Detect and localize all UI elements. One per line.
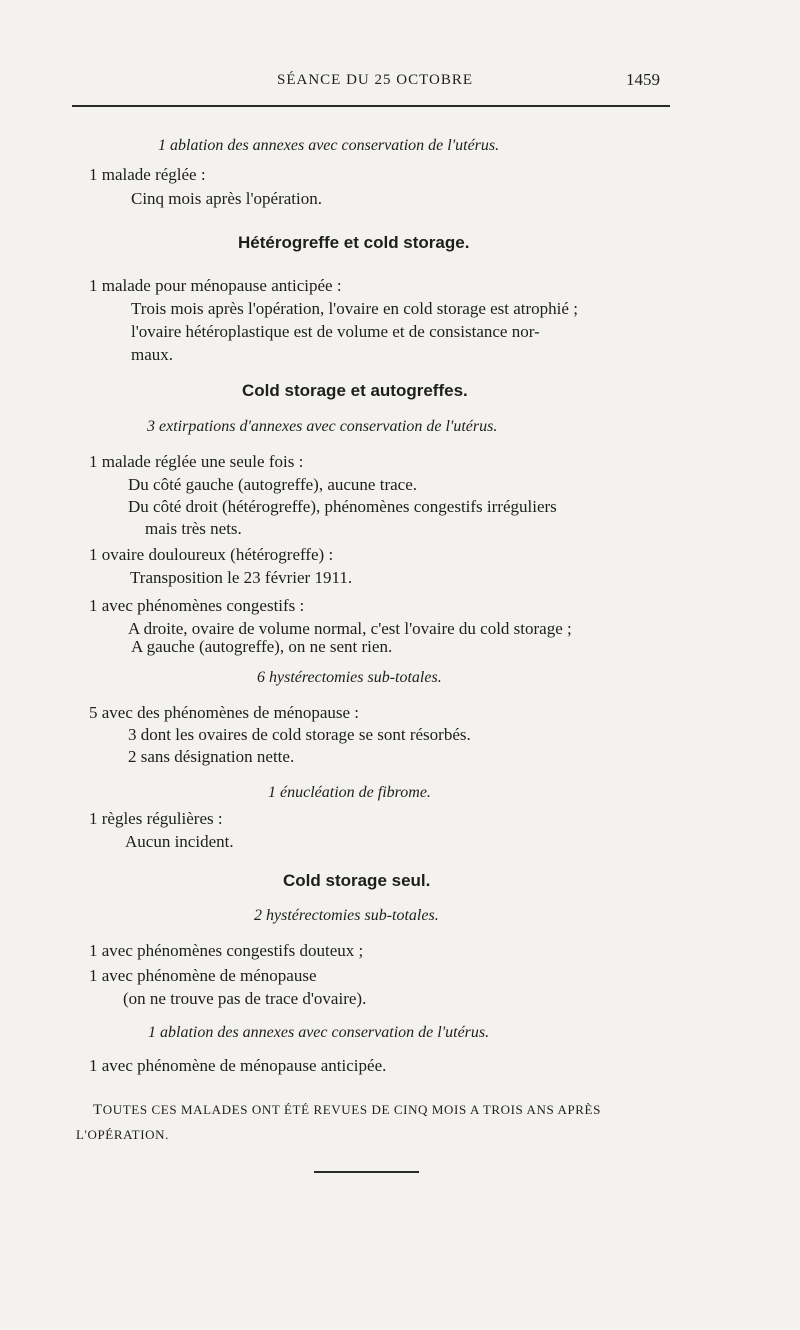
line-ovaires-resorbes: 3 dont les ovaires de cold storage se sont résorbés.: [128, 725, 471, 744]
line-sans-designation: 2 sans désignation nette.: [128, 747, 295, 766]
closing-statement-line2: L'OPÉRATION.: [76, 1127, 169, 1142]
closing-line1-text: OUTES CES MALADES ONT ÉTÉ REVUES DE CINQ MOIS A TROIS ANS APRÈS: [102, 1102, 601, 1117]
line-trace-ovaire: (on ne trouve pas de trace d'ovaire).: [123, 989, 367, 1008]
closing-initial: T: [93, 1102, 103, 1118]
section-heading-cold-storage-autogreffes: Cold storage et autogreffes.: [242, 381, 468, 400]
line-malade-reglee: 1 malade réglée :: [89, 165, 206, 184]
line-hysterectomies-6: 6 hystérectomies sub-totales.: [257, 669, 442, 686]
section-heading-heterogreffe: Hétérogreffe et cold storage.: [238, 233, 470, 252]
line-cote-gauche: Du côté gauche (autogreffe), aucune trace.: [128, 475, 417, 494]
line-tres-nets: mais très nets.: [145, 519, 242, 538]
line-phenomene-menopause: 1 avec phénomène de ménopause: [89, 966, 317, 985]
line-ablation-annexes-2: 1 ablation des annexes avec conservation de l'utérus.: [148, 1024, 490, 1041]
line-ovaire-heteroplastique: l'ovaire hétéroplastique est de volume et de consistance nor-: [131, 322, 540, 341]
line-congestifs-douteux: 1 avec phénomènes congestifs douteux ;: [89, 941, 364, 960]
line-regles-regulieres: 1 règles régulières :: [89, 809, 223, 828]
page-number: 1459: [626, 70, 660, 89]
line-a-gauche: A gauche (autogreffe), on ne sent rien.: [131, 637, 393, 656]
line-aucun-incident: Aucun incident.: [125, 832, 234, 851]
line-reglee-une-seule-fois: 1 malade réglée une seule fois :: [89, 452, 304, 471]
line-phenomenes-congestifs: 1 avec phénomènes congestifs :: [89, 596, 305, 615]
line-a-droite: A droite, ovaire de volume normal, c'est l'ovaire du cold storage ;: [128, 619, 572, 638]
line-hysterectomies-2: 2 hystérectomies sub-totales.: [254, 907, 439, 924]
section-heading-cold-storage-seul: Cold storage seul.: [283, 871, 431, 890]
line-phenomenes-menopause: 5 avec des phénomènes de ménopause :: [89, 703, 360, 722]
end-rule: [314, 1171, 419, 1173]
line-cinq-mois: Cinq mois après l'opération.: [131, 189, 322, 208]
line-ablation-annexes: 1 ablation des annexes avec conservation de l'utérus.: [158, 137, 500, 154]
line-cote-droit: Du côté droit (hétérogreffe), phénomènes congestifs irréguliers: [128, 497, 557, 516]
line-maux: maux.: [131, 345, 174, 364]
line-ovaire-douloureux: 1 ovaire douloureux (hétérogreffe) :: [89, 545, 334, 564]
line-extirpations: 3 extirpations d'annexes avec conservation de l'utérus.: [147, 418, 498, 435]
line-menopause-anticipee: 1 malade pour ménopause anticipée :: [89, 276, 342, 295]
line-menopause-anticipee-2: 1 avec phénomène de ménopause anticipée.: [89, 1056, 387, 1075]
line-transposition: Transposition le 23 février 1911.: [130, 568, 353, 587]
running-header: SÉANCE DU 25 OCTOBRE: [277, 72, 473, 88]
header-rule: [72, 105, 670, 107]
closing-statement-line1: [93, 1102, 601, 1119]
line-trois-mois: Trois mois après l'opération, l'ovaire en cold storage est atrophié ;: [131, 299, 578, 318]
line-enucleation: 1 énucléation de fibrome.: [268, 784, 431, 801]
